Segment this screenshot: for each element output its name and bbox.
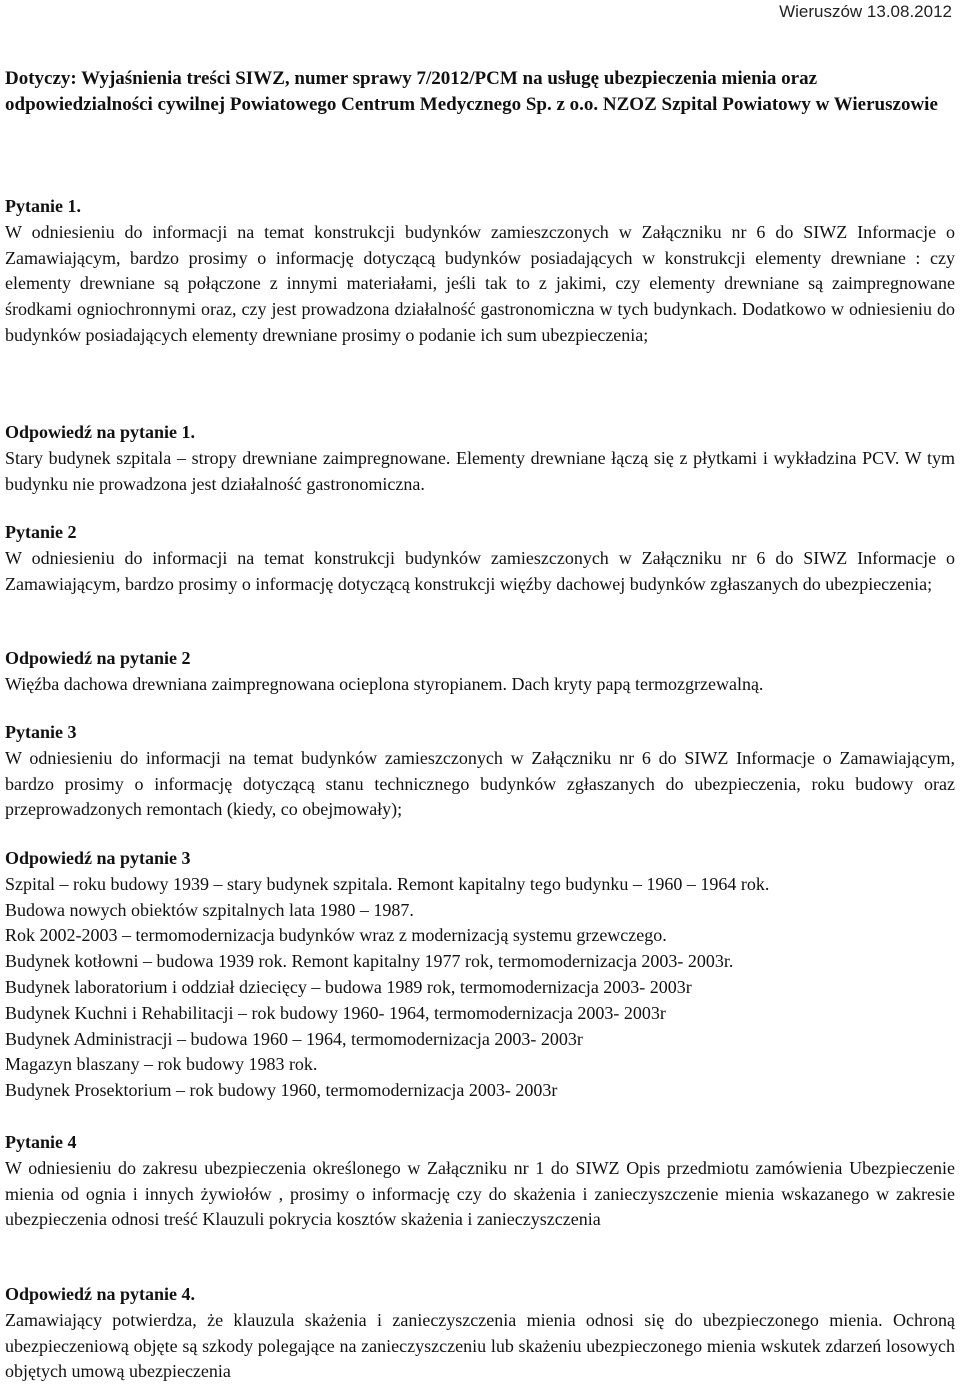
answer-3-line: Budowa nowych obiektów szpitalnych lata 1980 – 1987. xyxy=(5,899,414,920)
answer-4-text: Zamawiający potwierdza, że klauzula skażenia i zanieczyszczenia mienia odnosi się do ubezpieczonego mienia. Ochroną ubezpieczeniową objęte są szkody polegające na zanieczyszczeniu lub skażeniu ubezpieczonego mienia wskutek zdarzeń losowych objętych umową ubezpieczenia xyxy=(5,1309,955,1382)
answer-3-line: Budynek laboratorium i oddział dziecięcy – budowa 1989 rok, termomodernizacja 2003- 2003r xyxy=(5,976,692,997)
answer-3-line: Szpital – roku budowy 1939 – stary budynek szpitala. Remont kapitalny tego budynku – 1960 – 1964 rok. xyxy=(5,873,770,894)
question-3-title: Pytanie 3 xyxy=(5,722,77,742)
document-date: Wieruszów 13.08.2012 xyxy=(779,2,952,21)
answer-2-text: Więźba dachowa drewniana zaimpregnowana ocieplona styropianem. Dach kryty papą termozgrzewalną. xyxy=(5,673,764,694)
answer-3-line: Budynek kotłowni – budowa 1939 rok. Remont kapitalny 1977 rok, termomodernizacja 2003- 2003r. xyxy=(5,951,734,972)
question-2-text: W odniesieniu do informacji na temat konstrukcji budynków zamieszczonych w Załączniku nr 6 do SIWZ Informacje o Zamawiającym, bardzo prosimy o informację dotyczącą konstrukcji więźby dachowej budynków zgłaszanych do ubezpieczenia; xyxy=(5,547,955,594)
answer-3-line: Budynek Kuchni i Rehabilitacji – rok budowy 1960- 1964, termomodernizacja 2003- 2003r xyxy=(5,1002,666,1023)
answer-2-title: Odpowiedź na pytanie 2 xyxy=(5,648,191,668)
answer-1-text: Stary budynek szpitala – stropy drewniane zaimpregnowane. Elementy drewniane łączą się z płytkami i wykładzina PCV. W tym budynku nie prowadzona jest działalność gastronomiczna. xyxy=(5,447,955,494)
answer-1-title: Odpowiedź na pytanie 1. xyxy=(5,422,196,442)
answer-3-line: Magazyn blaszany – rok budowy 1983 rok. xyxy=(5,1054,318,1075)
question-2-title: Pytanie 2 xyxy=(5,522,77,542)
answer-4-section xyxy=(5,1282,955,1385)
answer-2-section xyxy=(5,646,955,698)
answer-4-title: Odpowiedź na pytanie 4. xyxy=(5,1284,196,1304)
answer-3-section xyxy=(5,846,955,1104)
answer-3-title: Odpowiedź na pytanie 3 xyxy=(5,848,191,868)
answer-3-line: Budynek Administracji – budowa 1960 – 1964, termomodernizacja 2003- 2003r xyxy=(5,1028,583,1049)
question-1-section xyxy=(5,194,955,349)
question-4-title: Pytanie 4 xyxy=(5,1132,77,1152)
answer-1-section xyxy=(5,420,955,497)
document-subject: Dotyczy: Wyjaśnienia treści SIWZ, numer sprawy 7/2012/PCM na usługę ubezpieczenia mienia oraz odpowiedzialności cywilnej Powiatowego Centrum Medycznego Sp. z o.o. NZOZ Szpital Powiatowy w Wieruszowie xyxy=(5,68,938,115)
question-3-text: W odniesieniu do informacji na temat budynków zamieszczonych w Załączniku nr 6 do SIWZ Informacje o Zamawiającym, bardzo prosimy o informację dotyczącą stanu technicznego budynków zgłaszanych do ubezpieczenia, roku budowy oraz przeprowadzonych remontach (kiedy, co obejmowały); xyxy=(5,747,955,820)
answer-3-line: Rok 2002-2003 – termomodernizacja budynków wraz z modernizacją systemu grzewczego. xyxy=(5,925,667,946)
question-4-text: W odniesieniu do zakresu ubezpieczenia określonego w Załączniku nr 1 do SIWZ Opis przedmiotu zamówienia Ubezpieczenie mienia od ognia i innych żywiołów , prosimy o informację czy do skażenia i zanieczyszczenie mienia wskazanego w zakresie ubezpieczenia odnosi treść Klauzuli pokrycia kosztów skażenia i zanieczyszczenia xyxy=(5,1157,955,1230)
answer-3-line: Budynek Prosektorium – rok budowy 1960, termomodernizacja 2003- 2003r xyxy=(5,1080,558,1101)
question-4-section xyxy=(5,1130,955,1233)
question-2-section xyxy=(5,520,955,597)
question-1-text: W odniesieniu do informacji na temat konstrukcji budynków zamieszczonych w Załączniku nr 6 do SIWZ Informacje o Zamawiającym, bardzo prosimy o informację dotyczącą budynków posiadających w konstrukcji elementy drewniane : czy elementy drewniane są połączone z innymi materiałami, jeśli tak to z jakimi, czy elementy drewniane są zaimpregnowane środkami ogniochronnymi oraz, czy jest prowadzona działalność gastronomiczna w tych budynkach. Dodatkowo w odniesieniu do budynków posiadających elementy drewniane prosimy o podanie ich sum ubezpieczenia; xyxy=(5,221,955,345)
question-1-title: Pytanie 1. xyxy=(5,196,81,216)
question-3-section xyxy=(5,720,955,823)
